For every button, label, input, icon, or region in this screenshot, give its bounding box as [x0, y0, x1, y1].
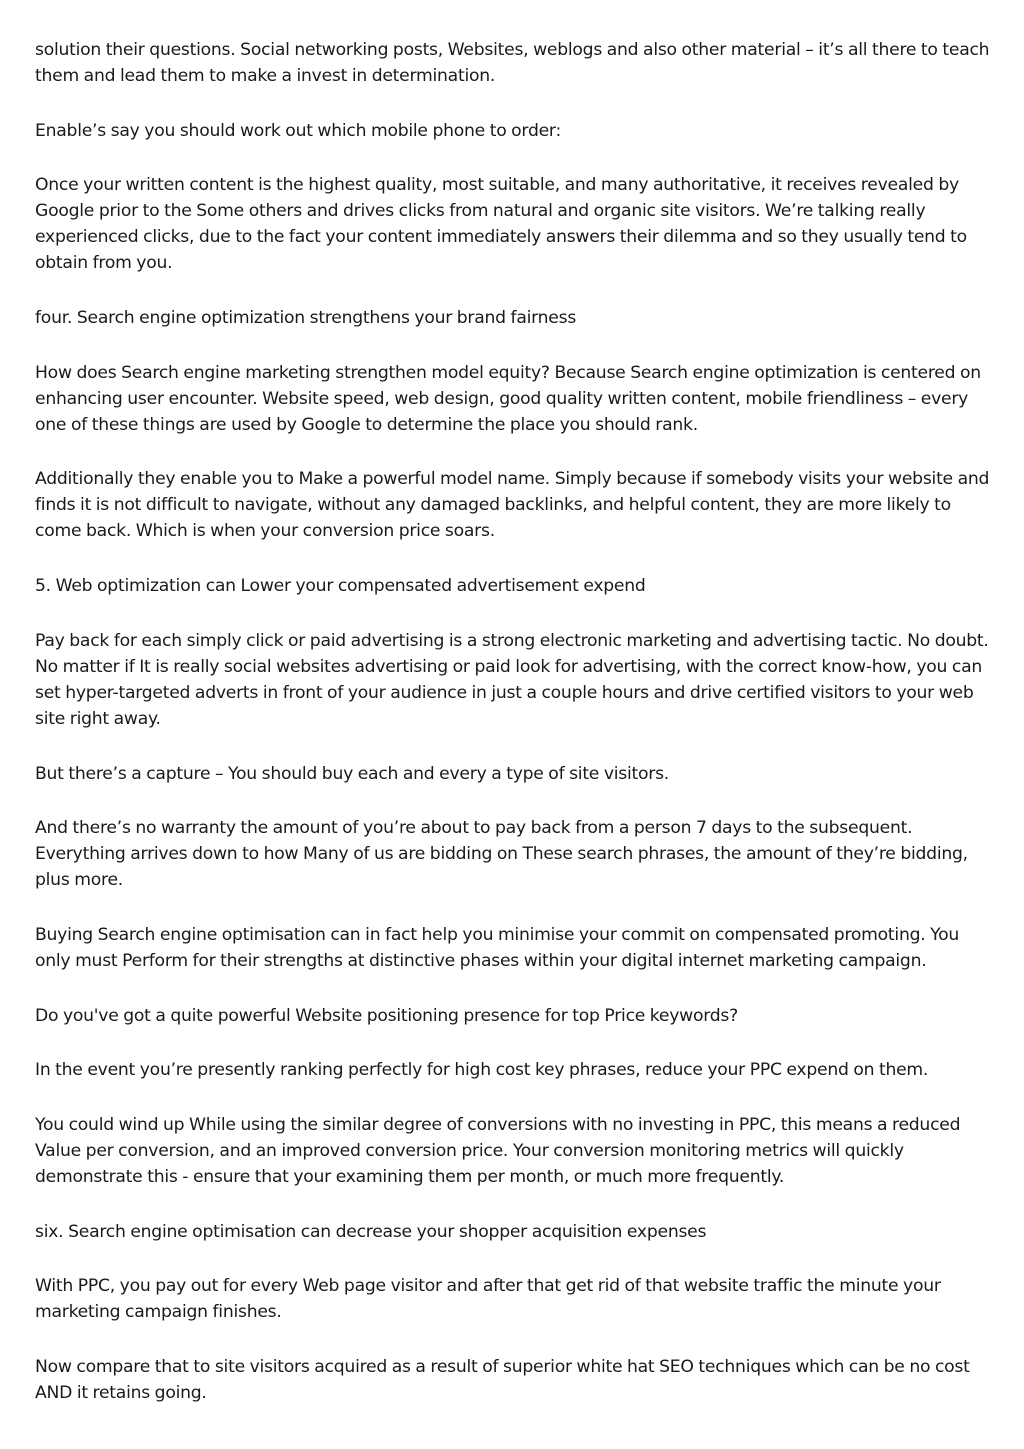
paragraph-9: But there’s a capture – You should buy each and every a type of site visitors.: [35, 763, 670, 784]
document-body: [35, 37, 997, 1435]
paragraph-16: With PPC, you pay out for every Web page visitor and after that get rid of that website traffic the minute your marketing campaign finishes.: [35, 1276, 941, 1323]
paragraph-13: In the event you’re presently ranking perfectly for high cost key phrases, reduce your PPC expend on them.: [35, 1060, 929, 1081]
section-heading-5: 5. Web optimization can Lower your compensated advertisement expend: [35, 576, 646, 597]
section-heading-6: six. Search engine optimisation can decrease your shopper acquisition expenses: [35, 1221, 707, 1242]
paragraph-14: You could wind up While using the similar degree of conversions with no investing in PPC, this means a reduced Value per conversion, and an improved conversion price. Your conversion monitoring metrics will quickly demonstrate this - ensure that your examining them per month, or much more frequently.: [35, 1114, 961, 1187]
paragraph-3: Once your written content is the highest quality, most suitable, and many authoritative, it receives revealed by Google prior to the Some others and drives clicks from natural and organic site visitors. We’re talking really experienced clicks, due to the fact your content immediately answers their dilemma and so they usually tend to obtain from you.: [35, 175, 967, 274]
paragraph-17: Now compare that to site visitors acquired as a result of superior white hat SEO techniques which can be no cost AND it retains going.: [35, 1357, 970, 1403]
paragraph-12: Do you've got a quite powerful Website positioning presence for top Price keywords?: [35, 1005, 738, 1026]
section-heading-4: four. Search engine optimization strengthens your brand fairness: [35, 308, 577, 329]
paragraph-1: solution their questions. Social networking posts, Websites, weblogs and also other material – it’s all there to teach them and lead them to make a invest in determination.: [35, 40, 990, 86]
paragraph-5: How does Search engine marketing strengthen model equity? Because Search engine optimization is centered on enhancing user encounter. Website speed, web design, good quality written content, mobile friendliness – every one of these things are used by Google to determine the place you should rank.: [35, 362, 981, 435]
paragraph-6: Additionally they enable you to Make a powerful model name. Simply because if somebody visits your website and finds it is not difficult to navigate, without any damaged backlinks, and helpful content, they are more likely to come back. Which is when your conversion price soars.: [35, 469, 990, 542]
paragraph-8: Pay back for each simply click or paid advertising is a strong electronic marketing and advertising tactic. No doubt. No matter if It is really social websites advertising or paid look for advertising, with the correct know-how, you can set hyper-targeted adverts in front of your audience in just a couple hours and drive certified visitors to your web site right away.: [35, 630, 989, 729]
paragraph-10: And there’s no warranty the amount of you’re about to pay back from a person 7 days to the subsequent. Everything arrives down to how Many of us are bidding on These search phrases, the amount of they’re bidding, plus more.: [35, 818, 968, 891]
paragraph-2: Enable’s say you should work out which mobile phone to order:: [35, 120, 561, 141]
paragraph-11: Buying Search engine optimisation can in fact help you minimise your commit on compensated promoting. You only must Perform for their strengths at distinctive phases within your digital internet marketing campaign.: [35, 924, 960, 971]
